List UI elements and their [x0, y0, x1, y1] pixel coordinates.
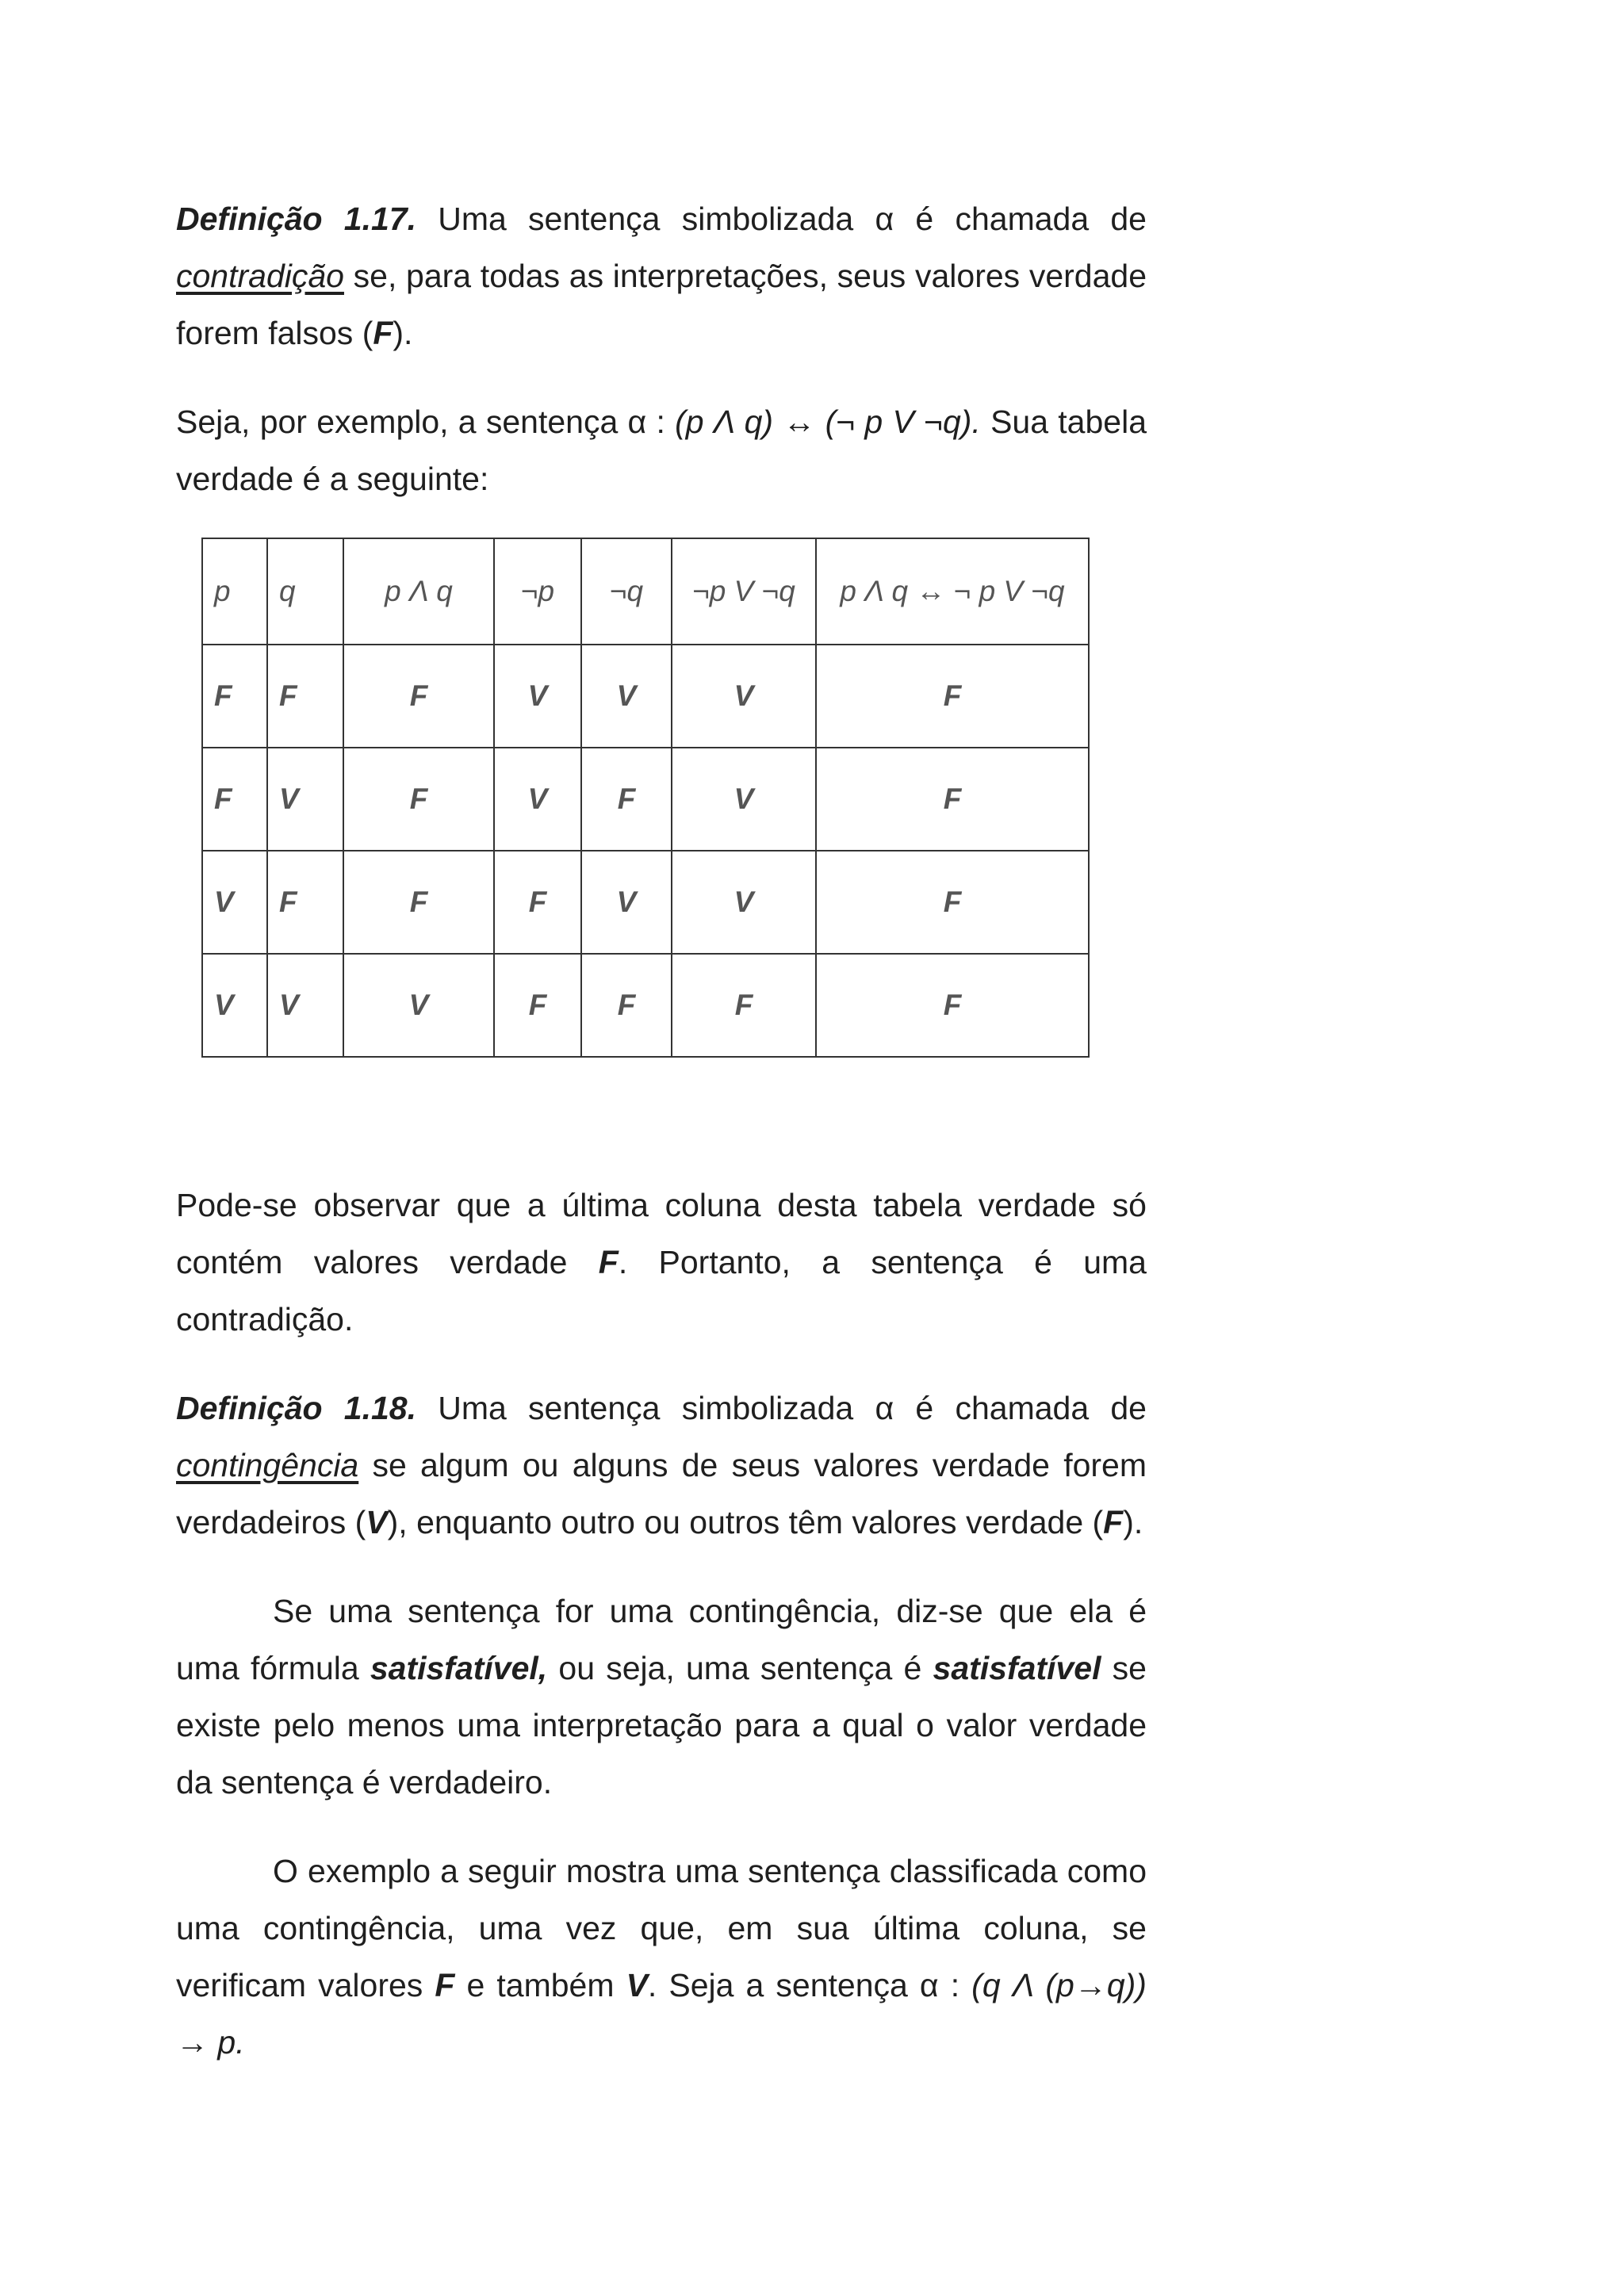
table-cell: V — [581, 851, 672, 954]
table-cell: V — [672, 851, 816, 954]
definition-1-18: Definição 1.18. Uma sentença simbolizada α é chamada de contingência se algum ou alguns de seus valores verdade forem verdadeiros (V), enquanto outro ou outros têm valores verdade (F). — [176, 1390, 1147, 1540]
table-cell: V — [202, 851, 267, 954]
table-cell: V — [267, 748, 343, 851]
table-cell: F — [267, 851, 343, 954]
observation-paragraph: Pode-se observar que a última coluna desta tabela verdade só contém valores verdade F. Portanto, a sentença é uma contradição. — [176, 1187, 1147, 1337]
table-header-cell: p Λ q — [343, 538, 494, 645]
table-row — [202, 954, 1089, 1057]
table-header-cell: p Λ q ↔ ¬ p V ¬q — [816, 538, 1089, 645]
table-cell: F — [816, 645, 1089, 748]
example-contingency-paragraph: O exemplo a seguir mostra uma sentença classificada como uma contingência, uma vez que, em sua última coluna, se verificam valores F e também V. Seja a sentença α : (q Λ (p→q)) → p. — [176, 1853, 1147, 2061]
table-cell: F — [816, 954, 1089, 1057]
table-cell: V — [494, 645, 581, 748]
table-cell: F — [343, 645, 494, 748]
truth-table — [201, 538, 1090, 1058]
table-header-cell: ¬p V ¬q — [672, 538, 816, 645]
table-cell: F — [581, 748, 672, 851]
table-header-cell: q — [267, 538, 343, 645]
table-cell: V — [494, 748, 581, 851]
term-contradicao: contradição — [176, 258, 344, 294]
table-row — [202, 645, 1089, 748]
table-cell: V — [267, 954, 343, 1057]
table-cell: F — [494, 851, 581, 954]
table-cell: F — [202, 748, 267, 851]
table-header-cell: ¬q — [581, 538, 672, 645]
table-cell: V — [343, 954, 494, 1057]
table-cell: F — [494, 954, 581, 1057]
table-cell: F — [816, 851, 1089, 954]
definition-1-17: Definição 1.17. Uma sentença simbolizada α é chamada de contradição se, para todas as interpretações, seus valores verdade forem falsos (F). — [176, 201, 1147, 351]
table-cell: F — [343, 748, 494, 851]
table-cell: F — [267, 645, 343, 748]
table-cell: V — [672, 645, 816, 748]
document-page — [176, 190, 1147, 2071]
table-cell: V — [202, 954, 267, 1057]
example-intro: Seja, por exemplo, a sentença α : (p Λ q) ↔ (¬ p V ¬q). Sua tabela verdade é a seguinte: — [176, 404, 1147, 497]
term-contingencia: contingência — [176, 1447, 359, 1483]
formula: (q Λ (p→q)) → p. — [176, 1967, 1147, 2061]
table-row — [202, 748, 1089, 851]
table-cell: F — [581, 954, 672, 1057]
table-row — [202, 851, 1089, 954]
table-cell: V — [581, 645, 672, 748]
table-header-row — [202, 538, 1089, 645]
satisfiable-paragraph: Se uma sentença for uma contingência, diz-se que ela é uma fórmula satisfatível, ou seja, uma sentença é satisfatível se existe pelo menos uma interpretação para a qual o valor verdade da sentença é verdadeiro. — [176, 1593, 1147, 1800]
definition-label: Definição 1.18. — [176, 1390, 416, 1426]
table-cell: F — [816, 748, 1089, 851]
table-cell: F — [343, 851, 494, 954]
definition-label: Definição 1.17. — [176, 201, 416, 237]
table-cell: F — [202, 645, 267, 748]
table-header-cell: p — [202, 538, 267, 645]
table-cell: V — [672, 748, 816, 851]
table-cell: F — [672, 954, 816, 1057]
formula: (p Λ q) ↔ (¬ p V ¬q). — [675, 404, 981, 440]
table-header-cell: ¬p — [494, 538, 581, 645]
